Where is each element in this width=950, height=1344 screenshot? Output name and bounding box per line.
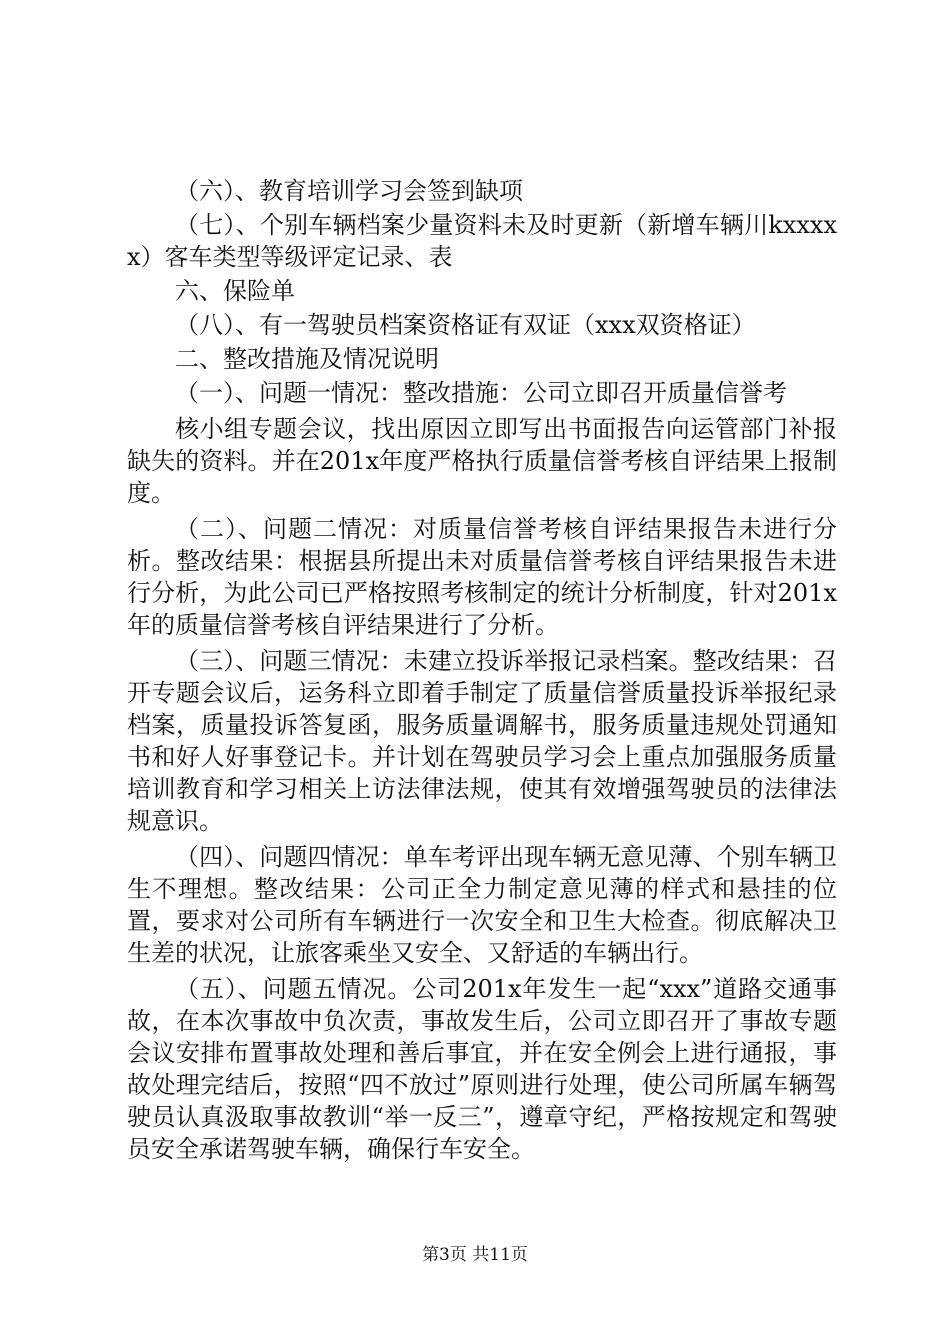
paragraph-problem-3: （三）、问题三情况：未建立投诉举报记录档案。整改结果：召开专题会议后，运务科立即着手制定了质量信誉质量投诉举报纪录档案，质量投诉答复函，服务质量调解书，服务质量违规处罚通知书和好人好事登记卡。并计划在驾驶员学习会上重点加强服务质量培训教育和学习相关上访法律法规，使其有效增强驾驶员的法律法规意识。 — [127, 647, 837, 835]
section-heading-rectification: 二、整改措施及情况说明 — [175, 345, 439, 373]
paragraph-item-7: （七）、个别车辆档案少量资料未及时更新（新增车辆川kxxxxx）客车类型等级评定记录、表 — [127, 211, 837, 271]
document-body — [127, 175, 837, 1167]
paragraph-problem-2: （二）、问题二情况：对质量信誉考核自评结果报告未进行分析。整改结果：根据县所提出未对质量信誉考核自评结果报告未进行分析，为此公司已严格按照考核制定的统计分析制度，针对201x年的质量信誉考核自评结果进行了分析。 — [127, 515, 837, 639]
paragraph-item-6: （六）、教育培训学习会签到缺项 — [175, 177, 523, 205]
paragraph-item-8: （八）、有一驾驶员档案资格证有双证（xxx双资格证） — [175, 311, 756, 339]
paragraph-problem-1-detail: 核小组专题会议，找出原因立即写出书面报告向运管部门补报缺失的资料。并在201x年度严格执行质量信誉考核自评结果上报制度。 — [127, 415, 837, 507]
paragraph-problem-1-intro: （一）、问题一情况：整改措施：公司立即召开质量信誉考 — [175, 379, 787, 407]
paragraph-problem-4: （四）、问题四情况：单车考评出现车辆无意见薄、个别车辆卫生不理想。整改结果：公司正全力制定意见薄的样式和悬挂的位置，要求对公司所有车辆进行一次安全和卫生大检查。彻底解决卫生差的状况，让旅客乘坐又安全、又舒适的车辆出行。 — [127, 843, 837, 967]
page-number-footer: 第3页 共11页 — [422, 1245, 528, 1265]
paragraph-insurance: 六、保险单 — [175, 277, 295, 305]
paragraph-problem-5: （五）、问题五情况。公司201x年发生一起“xxx”道路交通事故，在本次事故中负次责，事故发生后，公司立即召开了事故专题会议安排布置事故处理和善后事宜，并在安全例会上进行通报，事故处理完结后，按照“四不放过”原则进行处理，使公司所属车辆驾驶员认真汲取事故教训“举一反三”，遵章守纪，严格按规定和驾驶员安全承诺驾驶车辆，确保行车安全。 — [127, 975, 837, 1163]
